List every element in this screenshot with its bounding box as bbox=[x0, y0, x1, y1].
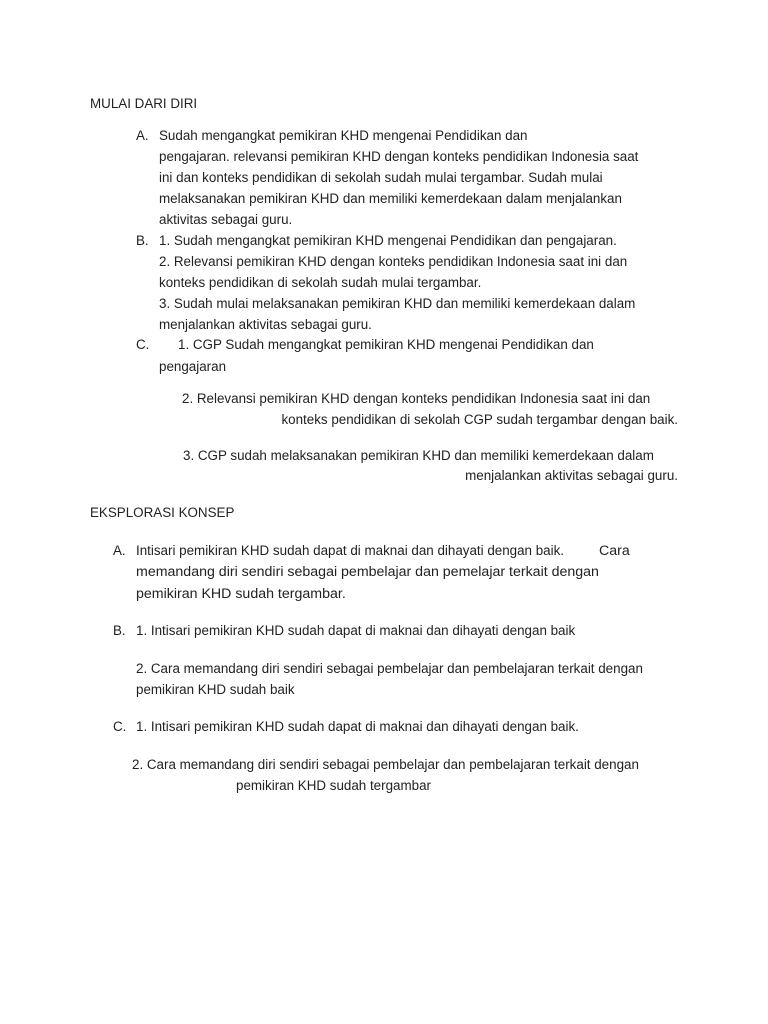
list-item-c-line: pengajaran bbox=[159, 359, 227, 374]
list-item-b-line: konteks pendidikan di sekolah sudah mulai tergambar. bbox=[159, 275, 482, 290]
list-item-a-line: pemikiran KHD sudah tergambar. bbox=[136, 586, 346, 602]
list-marker-b: B. bbox=[113, 623, 126, 638]
list-item-c-line: 1. CGP Sudah mengangkat pemikiran KHD mengenai Pendidikan dan bbox=[178, 337, 594, 352]
list-item-b-line: 3. Sudah mulai melaksanakan pemikiran KHD dan memiliki kemerdekaan dalam bbox=[159, 296, 636, 311]
list-item-c-line: 1. Intisari pemikiran KHD sudah dapat di maknai dan dihayati dengan baik. bbox=[136, 719, 579, 734]
list-item-a-line: pengajaran. relevansi pemikiran KHD dengan konteks pendidikan Indonesia saat bbox=[159, 149, 639, 164]
list-item-a-line: memandang diri sendiri sebagai pembelajar dan pemelajar terkait dengan bbox=[136, 564, 599, 580]
list-item-b-line: 2. Relevansi pemikiran KHD dengan konteks pendidikan Indonesia saat ini dan bbox=[159, 254, 628, 269]
list-item-a-line: aktivitas sebagai guru. bbox=[159, 212, 293, 227]
list-item-a-line: Sudah mengangkat pemikiran KHD mengenai Pendidikan dan bbox=[159, 128, 528, 143]
list-item-b-line: 1. Intisari pemikiran KHD sudah dapat di maknai dan dihayati dengan baik bbox=[136, 623, 576, 638]
list-marker-c: C. bbox=[136, 337, 150, 352]
list-item-c-line: pemikiran KHD sudah tergambar bbox=[236, 778, 431, 793]
list-item-b-line: pemikiran KHD sudah baik bbox=[136, 682, 295, 697]
list-item-c-line: menjalankan aktivitas sebagai guru. bbox=[465, 468, 678, 483]
list-item-c-line: 2. Relevansi pemikiran KHD dengan konteks pendidikan Indonesia saat ini dan bbox=[182, 391, 651, 406]
section-heading-mulai-dari-diri: MULAI DARI DIRI bbox=[90, 96, 198, 111]
list-item-c-line: 2. Cara memandang diri sendiri sebagai pembelajar dan pembelajaran terkait dengan bbox=[132, 757, 639, 772]
section-heading-eksplorasi-konsep: EKSPLORASI KONSEP bbox=[90, 505, 235, 520]
list-item-c-line: konteks pendidikan di sekolah CGP sudah tergambar dengan baik. bbox=[281, 412, 678, 427]
list-marker-a: A. bbox=[136, 128, 149, 143]
list-item-b-line: 1. Sudah mengangkat pemikiran KHD mengenai Pendidikan dan pengajaran. bbox=[159, 233, 617, 248]
list-item-a-line: melaksanakan pemikiran KHD dan memiliki kemerdekaan dalam menjalankan bbox=[159, 191, 622, 206]
list-marker-c: C. bbox=[113, 719, 127, 734]
list-item-b-line: menjalankan aktivitas sebagai guru. bbox=[159, 317, 372, 332]
list-marker-b: B. bbox=[136, 233, 149, 248]
list-marker-a: A. bbox=[113, 543, 126, 558]
list-item-c-line: 3. CGP sudah melaksanakan pemikiran KHD dan memiliki kemerdekaan dalam bbox=[183, 448, 654, 463]
list-item-b-line: 2. Cara memandang diri sendiri sebagai pembelajar dan pembelajaran terkait dengan bbox=[136, 661, 643, 676]
list-item-a-line: Cara bbox=[599, 543, 630, 559]
list-item-a-line: ini dan konteks pendidikan di sekolah sudah mulai tergambar. Sudah mulai bbox=[159, 170, 603, 185]
list-item-a-line: Intisari pemikiran KHD sudah dapat di maknai dan dihayati dengan baik. bbox=[136, 543, 565, 558]
